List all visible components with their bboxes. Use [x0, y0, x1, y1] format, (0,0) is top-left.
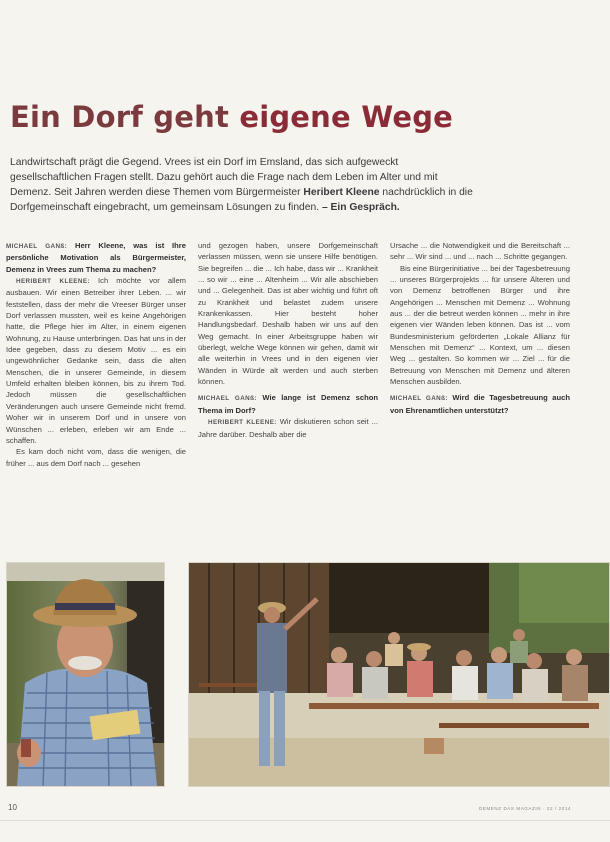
- question-1-speaker: MICHAEL GANß:: [6, 243, 68, 250]
- column-2-paragraph: und gezogen haben, unsere Dorfgemeinschaft verlassen müssen, wenn sie unsere Hilfe benötigen. Sie begreifen ... die ... Ich habe, dass wir ... Krankheit ... so wir ... eine ... Altenheim ... Wir alle abschieben und ... Gelegenheit. Das ist aber wichtig und führt oft zu Krankheit und belastet zudem unsere Krankenkassen. Hier besteht hoher Handlungsbedarf. Deshalb haben wir uns auf den Weg gemacht. In einer Arbeitsgruppe haben wir überlegt, welche Wege können wir gehen, damit wir alle weiterhin in Vrees und in den eigenen vier Wänden in Würde alt werden und auch sterben können.: [198, 241, 378, 387]
- answer-1-text: Ich möchte vor allem ausbauen. Wir einen Betreiber ihrer Leben. ... wir feststellen, dass der mehr die Vreeser Bürger unser Dorf verlassen mussten, weil es keine Angehörigen hatte, die Pflege hier im Alter, in einem eigenen Wohnung, zu Hause unterbringen. Das hat uns in der Idee gegeben, dass zu diesem Motiv ... es ein ungewöhnlicher Gedanke sein, dass die alten Menschen, die in unserer Gemeinde, in diesem Umfeld erhalten bleiben können, bis zu ihrem Tod. Jedoch müssen die gesellschaftlichen Veränderungen auch unsere Gemeinde nicht fremd. Woher wir in unserem Dorf und in unsere von Wünschen ... erleben, erleben wir am Ende ... schaffen.: [6, 276, 186, 445]
- answer-1-continued: Es kam doch nicht vom, dass die wenigen, die früher ... aus dem Dorf nach ... gesehen: [6, 447, 186, 468]
- page-number: 10: [8, 803, 17, 812]
- bottom-rule: [0, 820, 610, 821]
- intro-middle: nachdrücklich in die Dorfgemeinschaft eingebracht, um gemeinsam Lösungen zu finden.: [10, 187, 473, 213]
- question-2-speaker: MICHAEL GANß:: [198, 395, 257, 403]
- answer-2-speaker: HERIBERT KLEENE:: [208, 419, 277, 427]
- question-2-text: Wie lange ist Demenz schon Thema im Dorf?: [198, 393, 378, 415]
- question-3: [390, 392, 570, 416]
- question-1-text: Herr Kleene, was ist Ihre persönliche Motivation als Bürgermeister, Demenz in Vrees zum Thema zu machen?: [6, 241, 186, 274]
- column-3-paragraph-2: Bis eine Bürgerinitiative ... bei der Tagesbetreuung ... unseres Bürgerprojekts ... für unsere Älteren und von Demenz betroffenen Bürger und ihre Angehörigen ... Menschen mit Demenz ... Wohnung aus ... der die betreut werden können ... mehr in ihre eigenen vier Wänden leben können. Das ist ... vom Bundesministerium geförderten „Lokale Allianz für Menschen mit Demenz“ ... Kontext, um ... diesen Weg ... gestalten. So kommen wir ... Ziel ... für die Betreuung von Menschen mit Demenz und älteren Menschen ausbilden.: [390, 263, 570, 387]
- portrait-image: [7, 563, 164, 786]
- answer-2-text: Wir diskutieren schon seit ... Jahre darüber. Deshalb aber die: [198, 417, 378, 439]
- answer-2: [198, 416, 378, 440]
- article-intro: [10, 155, 480, 215]
- publication-footer: DEMENZ DAS MAGAZIN · 22 / 2014: [479, 806, 572, 811]
- column-3-paragraph-1: Ursache ... die Notwendigkeit und die Bereitschaft ... sehr ... Wir sind ... und ... nach ... Schritte gegangen.: [390, 241, 570, 262]
- question-3-speaker: MICHAEL GANß:: [390, 395, 448, 403]
- title-part-2: eigene Wege: [239, 100, 454, 134]
- answer-1-speaker: HERIBERT KLEENE:: [16, 278, 90, 286]
- intro-end: – Ein Gespräch.: [321, 202, 400, 213]
- text-column-2: [198, 240, 378, 440]
- intro-name: Heribert Kleene: [303, 187, 380, 198]
- text-column-1: [6, 240, 186, 469]
- question-2: [198, 392, 378, 416]
- question-3-text: Wird die Tagesbetreuung auch von Ehrenamtlichen unterstützt?: [390, 393, 570, 415]
- title-part-1: Ein Dorf geht: [10, 100, 240, 134]
- gathering-photo: [188, 562, 610, 787]
- question-1: [6, 240, 186, 275]
- portrait-photo: [6, 562, 165, 787]
- article-title: [10, 100, 453, 134]
- gathering-image: [189, 563, 609, 786]
- text-column-3: [390, 240, 570, 416]
- answer-1: [6, 275, 186, 446]
- intro-text: Landwirtschaft prägt die Gegend. Vrees ist ein Dorf im Emsland, das sich aufgeweckt gesellschaftlichen Fragen stellt. Dazu gehört auch die Frage nach dem Leben im Alter und mit Demenz. Seit Jahren werden diese Themen vom Bürgermeister: [10, 157, 438, 198]
